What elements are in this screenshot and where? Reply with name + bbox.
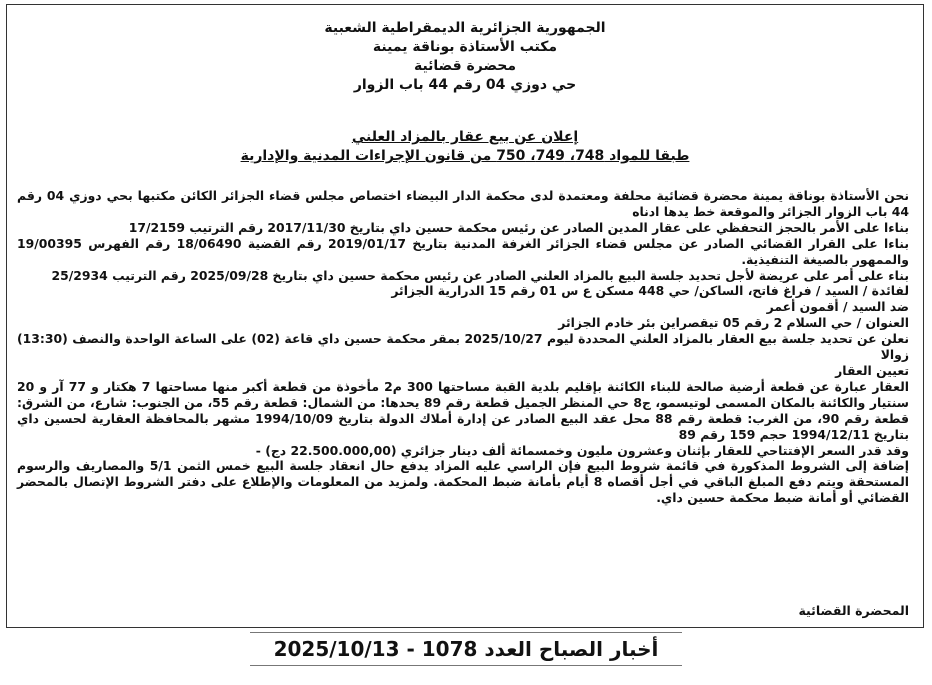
- property-heading: تعيين العقار: [835, 362, 909, 378]
- body-paragraph-4: لفائدة / السيد / فراغ فاتح، الساكن/ حي 448 مسكن ع س 01 رقم 15 الدرارية الجزائر: [391, 283, 909, 299]
- body-paragraph-3: بناء على أمر على عريضة لأجل تحديد جلسة البيع بالمزاد العلني الصادر عن رئيس محكمة حسين داي بتاريخ 2025/09/28 رقم الترتيب 25/2934: [51, 267, 909, 283]
- body-paragraph-9: وقد قدر السعر الإفتتاحي للعقار بإثنان وعشرون مليون وخمسمائة ألف دينار جزائري (22.500.000,00 دج) -: [255, 442, 909, 458]
- header-office: مكتب الأستاذة بوناقة يمينة: [372, 39, 558, 55]
- signature: المحضرة القضائية: [798, 603, 909, 618]
- title-main: إعلان عن بيع عقار بالمزاد العلني: [351, 129, 579, 145]
- header-country: الجمهورية الجزائرية الديمقراطية الشعبية: [324, 20, 606, 36]
- body-paragraph-8: العقار عبارة عن قطعة أرضية صالحة للبناء الكائنة بإقليم بلدية القبة مساحتها 300 م2 مأخوذة من قطعة أكبر منها مساحتها 7 هكتار و 77 آر و 20 سنتيار والكائنة بالمكان المسمى لوتيسمو، ج8 حي المنظر الجميل قطعة رقم 89 يحدها: من الشمال: قطعة رقم 55، من الجنوب: شارع، من الشرق: قطعة رقم 90، من الغرب: قطعة رقم 88 محل عقد البيع الصادر عن إدارة أملاك الدولة بتاريخ 1994/10/09 مشهر بالمحافظة العقارية لحسين داي بتاريخ 1994/12/11 حجم 159 رقم 89: [17, 378, 909, 442]
- body-paragraph-2: بناءا على القرار القضائي الصادر عن مجلس قضاء الجزائر الغرفة المدنية بتاريخ 2019/01/17 رقم القضية 18/06490 رقم الفهرس 19/00395 والممهور بالصيغة التنفيذية.: [17, 235, 909, 267]
- body-intro: نحن الأستاذة بوناقة يمينة محضرة قضائية محلفة ومعتمدة لدى محكمة الدار البيضاء اختصاص مجلس قضاء الجزائر الكائن مكتبها بحي دوزي 04 رقم 44 باب الزوار الجزائر والموقعة خط يدها ادناه: [17, 188, 910, 219]
- notice-header: [7, 19, 923, 95]
- body-paragraph-1: بناءا على الأمر بالحجز التحفظي على عقار المدين الصادر عن رئيس محكمة حسين داي بتاريخ 2017/11/30 رقم الترتيب 17/2159: [128, 219, 909, 235]
- newspaper-footer: [0, 632, 932, 666]
- body-paragraph-5: ضد السيد / أقمون أعمر: [766, 299, 909, 315]
- header-role: محضرة قضائية: [413, 58, 517, 74]
- body-paragraph-10: إضافة إلى الشروط المذكورة في قائمة شروط البيع فإن الراسي عليه المزاد يدفع حال انعقاد جلسة البيع خمس الثمن 5/1 والمصاريف والرسوم المستحقة ويتم دفع المبلغ الباقي في أجل أقصاه 8 أيام بأمانة ضبط المحكمة. ولمزيد من المعلومات والإطلاع على دفتر الشروط الإتصال بالمحضر القضائي أو أمانة ضبط محكمة حسين داي.: [17, 458, 909, 506]
- header-address: حي دوزي 04 رقم 44 باب الزوار: [353, 77, 577, 93]
- notice-title: [7, 128, 923, 166]
- body-paragraph-6: العنوان / حي السلام 2 رقم 05 تيقصراين بئر خادم الجزائر: [558, 315, 909, 331]
- notice-body: [17, 188, 909, 506]
- title-sub: طبقا للمواد 748، 749، 750 من قانون الإجراءات المدنية والإدارية: [240, 148, 690, 164]
- body-paragraph-7: نعلن عن تحديد جلسة بيع العقار بالمزاد العلني المحددة ليوم 2025/10/27 بمقر محكمة حسين داي قاعة (02) على الساعة الواحدة والنصف (13:30) زوالا: [17, 331, 909, 363]
- notice-frame: [6, 4, 924, 628]
- footer-text: أخبار الصباح العدد 1078 - 2025/10/13: [250, 632, 683, 666]
